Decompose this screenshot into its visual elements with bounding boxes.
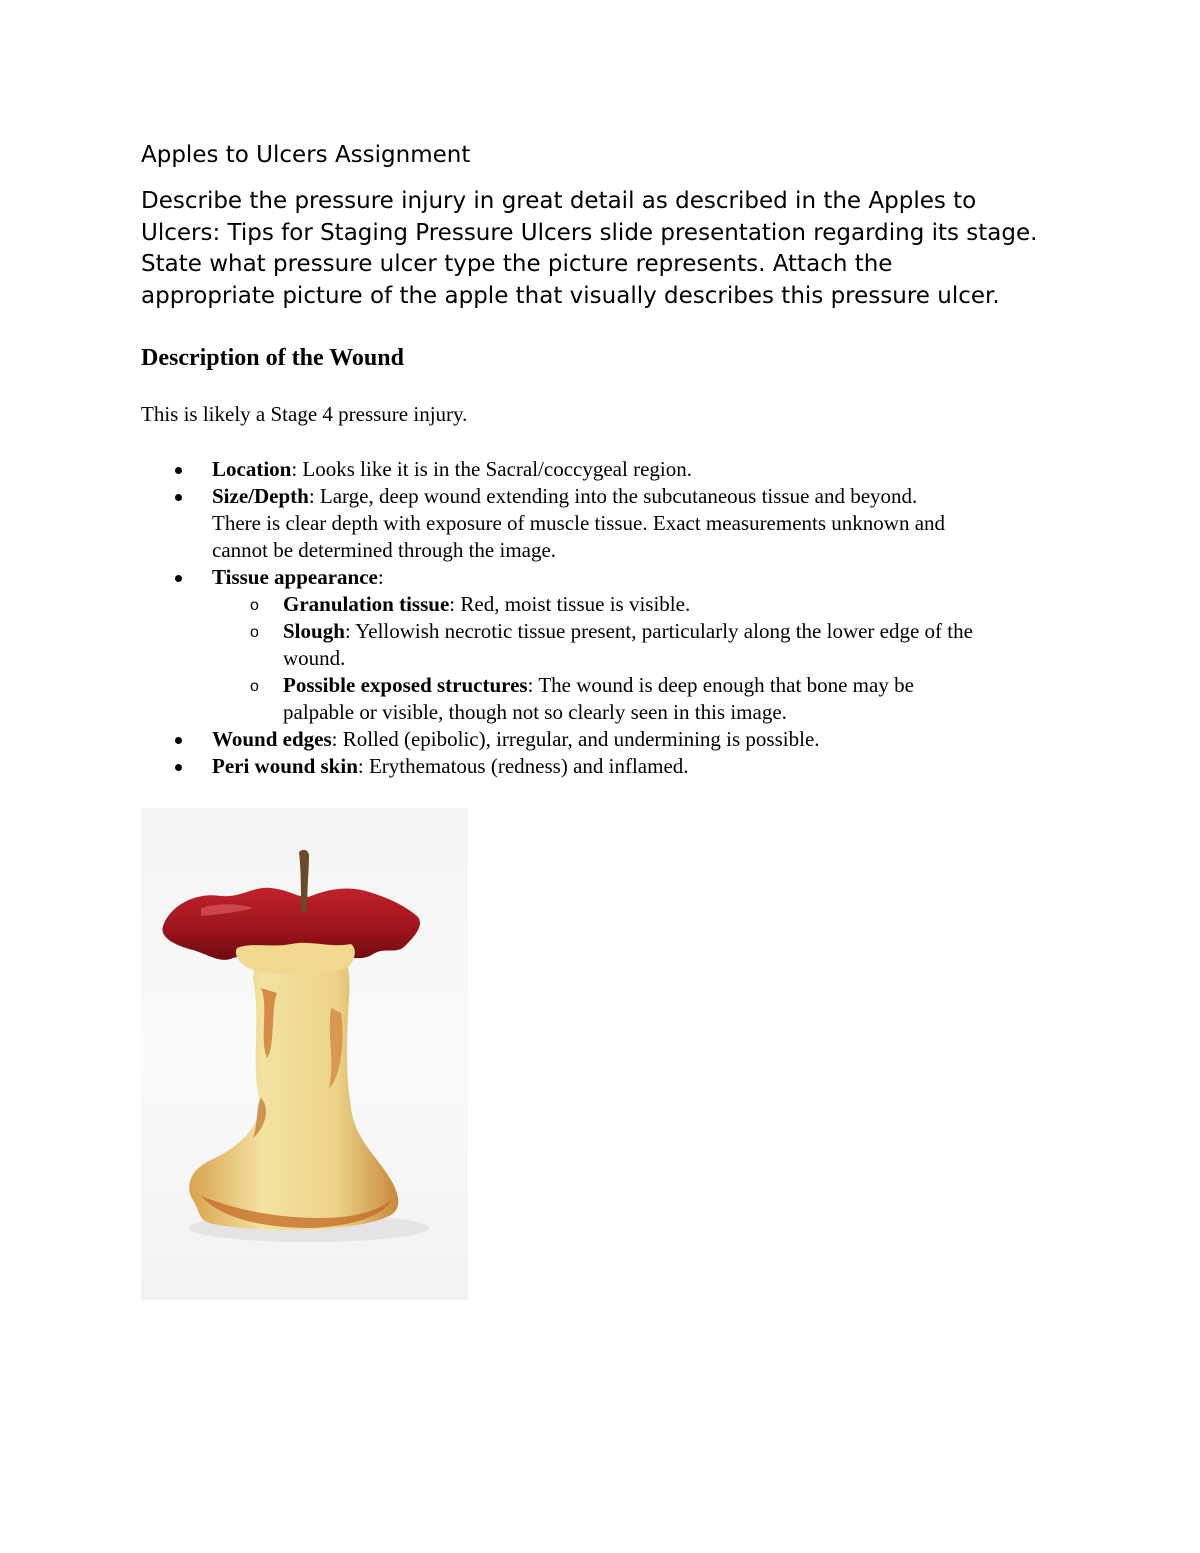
bullet-icon: [175, 764, 182, 771]
list-item-line: [212, 564, 1101, 591]
list-item-label: Size/Depth: [212, 484, 309, 508]
list-item-line: wound.: [283, 646, 346, 670]
instructions-line: State what pressure ulcer type the picture represents. Attach the: [141, 251, 893, 277]
list-item-text: : Rolled (epibolic), irregular, and undermining is possible.: [331, 727, 820, 751]
list-item-tissue-appearance: [141, 564, 1101, 726]
list-item-line: [212, 456, 1101, 483]
tissue-sub-list: [212, 591, 1101, 726]
bullet-icon: [175, 575, 182, 582]
assignment-instructions: [141, 186, 1101, 312]
list-item-label: Tissue appearance: [212, 565, 378, 589]
list-item-text: : Yellowish necrotic tissue present, particularly along the lower edge of the: [344, 619, 973, 643]
list-item-size-depth: [141, 483, 1101, 564]
sub-bullet-icon: o: [250, 624, 259, 641]
core-flesh-shape: [189, 948, 398, 1230]
list-item-line: [283, 591, 1101, 618]
bullet-icon: [175, 467, 182, 474]
list-item-label: Location: [212, 457, 292, 481]
list-item-label: Granulation tissue: [283, 592, 450, 616]
instructions-line: Ulcers: Tips for Staging Pressure Ulcers slide presentation regarding its stage.: [141, 219, 1038, 246]
list-item-text: : Looks like it is in the Sacral/coccygeal region.: [291, 457, 692, 481]
list-item-line: [283, 672, 1101, 699]
list-item-line: [212, 483, 1101, 510]
bullet-icon: [175, 494, 182, 501]
list-item-text: : Large, deep wound extending into the subcutaneous tissue and beyond.: [308, 484, 918, 508]
list-item-label: Peri wound skin: [212, 754, 358, 778]
list-item-text: : The wound is deep enough that bone may be: [527, 673, 914, 697]
instructions-line: appropriate picture of the apple that visually describes this pressure ulcer.: [141, 282, 1000, 309]
apple-core-icon: [141, 808, 468, 1300]
list-item-line: There is clear depth with exposure of muscle tissue. Exact measurements unknown and: [212, 511, 946, 535]
page-title: Apples to Ulcers Assignment: [141, 142, 471, 168]
list-item-line: cannot be determined through the image.: [212, 538, 557, 562]
list-item-text: : Erythematous (redness) and inflamed.: [357, 754, 689, 778]
list-item-location: [141, 456, 1101, 483]
sub-bullet-icon: o: [250, 678, 259, 695]
list-item-label: Possible exposed structures: [283, 673, 528, 697]
section-heading: Description of the Wound: [141, 345, 404, 371]
list-item-label: Slough: [283, 619, 345, 643]
list-item-line: [212, 753, 1101, 780]
list-item-text: :: [377, 565, 384, 589]
list-item-label: Wound edges: [212, 727, 332, 751]
instructions-line: Describe the pressure injury in great detail as described in the Apples to: [141, 188, 977, 214]
bullet-icon: [175, 737, 182, 744]
list-item-line: palpable or visible, though not so clearly seen in this image.: [283, 700, 787, 724]
sub-bullet-icon: o: [250, 597, 259, 614]
list-item-text: : Red, moist tissue is visible.: [449, 592, 691, 616]
list-item-line: [283, 618, 1101, 645]
sub-item-exposed-structures: [212, 672, 1101, 726]
core-rim-shape: [236, 943, 355, 974]
list-item-wound-edges: [141, 726, 1101, 753]
sub-item-granulation: [212, 591, 1101, 618]
apple-core-image: [141, 808, 468, 1300]
sub-item-slough: [212, 618, 1101, 672]
stage-statement: This is likely a Stage 4 pressure injury.: [141, 402, 468, 426]
wound-description-list: [141, 456, 1101, 780]
list-item-line: [212, 726, 1101, 753]
list-item-peri-wound-skin: [141, 753, 1101, 780]
